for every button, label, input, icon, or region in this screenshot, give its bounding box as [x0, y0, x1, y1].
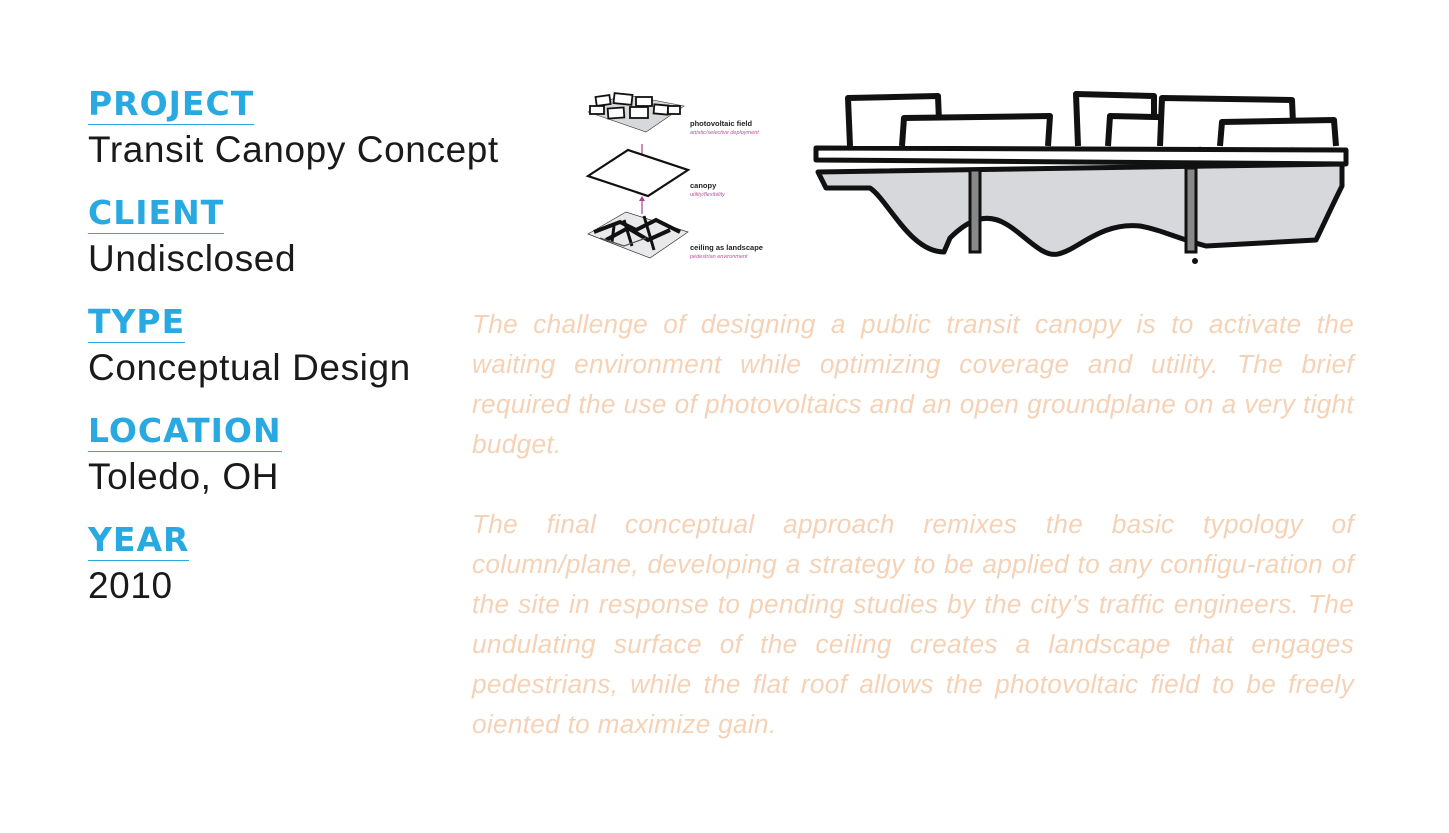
arrow-up-icon: [639, 196, 645, 214]
ceiling-landscape-subtitle: pedestrian environment: [690, 254, 748, 260]
type-value: Conceptual Design: [88, 347, 411, 388]
canopy-title: canopy: [690, 181, 717, 190]
location-label: LOCATION: [88, 411, 282, 450]
type-label: TYPE: [88, 302, 186, 341]
year-value: 2010: [88, 565, 173, 606]
photovoltaic-panels: [848, 94, 1336, 146]
canopy-layer: [588, 150, 688, 196]
field-project: [88, 84, 508, 173]
field-location: [88, 411, 508, 500]
photovoltaic-field-layer: [588, 93, 684, 132]
field-client: [88, 193, 508, 282]
canopy-section-sketch: [810, 88, 1355, 268]
year-label: YEAR: [88, 520, 190, 559]
photovoltaic-field-subtitle: artistic/selective deployment: [690, 130, 759, 136]
project-info: [88, 84, 508, 629]
client-label: CLIENT: [88, 193, 225, 232]
canopy-subtitle: utility/flexibility: [690, 192, 725, 198]
ceiling-landscape-title: ceiling as landscape: [690, 243, 763, 252]
project-value: Transit Canopy Concept: [88, 129, 499, 170]
photovoltaic-field-title: photovoltaic field: [690, 119, 753, 128]
location-value: Toledo, OH: [88, 456, 280, 497]
description-paragraph-2: The final conceptual approach remixes the basic typology of column/plane, developing a strategy to be applied to any configu-ration of the site in response to pending studies by the city’s traffic engineers. The undulating surface of the ceiling creates a landscape that engages pedestrians, while the flat roof allows the photovoltaic field to be freely oiented to maximize gain.: [472, 509, 1354, 739]
ceiling-surface: [818, 164, 1342, 254]
layer-diagram: [584, 86, 784, 266]
field-year: [88, 520, 508, 609]
roof-slab: [816, 148, 1346, 164]
project-label: PROJECT: [88, 84, 255, 123]
client-value: Undisclosed: [88, 238, 297, 279]
field-type: [88, 302, 508, 391]
description-paragraph-1: The challenge of designing a public transit canopy is to activate the waiting environment while optimizing coverage and utility. The brief required the use of photovoltaics and an open groundplane on a very tight budget.: [472, 309, 1354, 459]
description: [472, 304, 1354, 784]
ceiling-landscape-layer: [588, 212, 688, 258]
